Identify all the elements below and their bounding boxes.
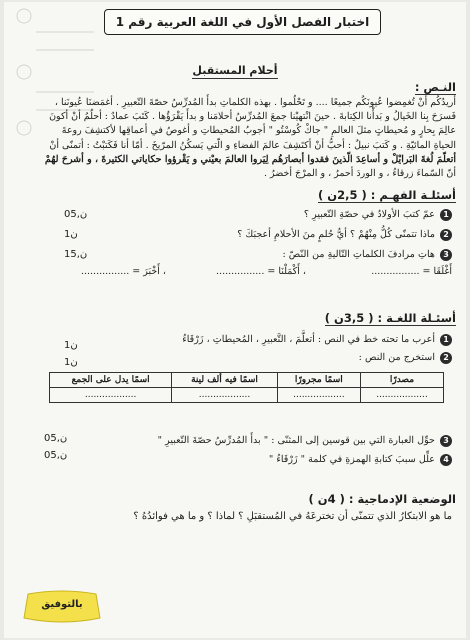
text-heading: النـص : (414, 80, 456, 94)
table-cell[interactable]: .................. (360, 388, 443, 403)
table-cell[interactable]: .................. (172, 388, 278, 403)
language-question-2: 2استخرج من النص : (122, 352, 452, 364)
table-cell[interactable]: .................. (277, 388, 360, 403)
synonym-2[interactable]: ، أَكْمَلْنَا = ................ (216, 266, 306, 277)
text-line: أنّ السّماءَ زرقاءُ ، و الوردَ أحمرُ ، و المرْجَ أخضرُ . (264, 168, 456, 180)
mark-q1: 0ن,5 (64, 209, 88, 220)
table-header: اسمًا مجرورًا (277, 373, 360, 388)
extraction-table (49, 372, 444, 403)
language-heading: أسئـلة اللغـة : ( 3,5ن ) (324, 311, 456, 325)
table-header: اسمًا يدل على الجمع (50, 373, 172, 388)
mark-lq2: 1ن (64, 357, 78, 368)
mark-lq3: 0ن,5 (44, 433, 68, 444)
question-3: 3هاتِ مرادفَ الكلماتِ التّاليةِ من النّصّ : (122, 249, 452, 261)
exam-sheet (4, 2, 466, 638)
mark-lq1: 1ن (64, 340, 78, 351)
integration-question: ما هو الابتكارُ الذي تتمنّى أن تخترعَهُ في المُستقبَلِ ؟ لماذا ؟ و ما هي فوائدُهُ ؟ (133, 511, 452, 522)
text-line: أتعلّمَ لُغةَ البَرايْلْ و أساعِدَ الّذينَ فقدوا أبصارَهُم لِيَروا العالمَ بعيْني و يَقْرؤوا حكاياتي الكثيرةَ ، و أشرحَ لهُمْ (44, 153, 456, 165)
text-line: عالِمَ بِحارٍ و مُحيطاتٍ مثلَ العالمِ " جاكْ كُوسْتُو " أجوبُ المُحيطاتِ و أغوصُ في أعماقِها لأكتشِفَ روعةَ (61, 125, 456, 137)
synonym-1[interactable]: أَغْلَقَا = ................ (371, 266, 452, 277)
language-question-3: 3حوِّل العبارة التي بين قوسين إلى المثنّى : " بدأَ المُدرِّسُ حصّةَ التّعبيرِ " (32, 435, 452, 447)
synonym-3[interactable]: ، أَخْبَرَ = ................ (80, 266, 166, 277)
good-luck-label: بالتوفيق (41, 599, 83, 610)
exam-title: اختبار الفصل الأول في اللغة العربية رقم 1 (104, 9, 381, 35)
question-2: 2ماذا تتمنّى كُلُّ مِنْهُمْ ؟ أيُّ حُلمٍ منَ الأحلامِ أعجبَكَ ؟ (122, 229, 452, 241)
text-title: أحلام المستقبل (192, 64, 278, 77)
integration-heading: الوضعية الإدماجية : ( 4ن ) (308, 492, 456, 506)
text-line: فَسرَحَ بِنا الخَيالُ و بَدأْنا الكِتابةَ . حينَ انْتهيْنا جمعَ المُدرِّسُ أحلامَنا و بدأَ يَقْرَؤُها . كَتَبَ عمادٌ : أحلُمُ أنْ أكونَ (49, 111, 456, 123)
reading-text (11, 96, 456, 181)
table-header: مصدرًا (360, 373, 443, 388)
comprehension-heading: أسئلـة الفهـم : ( 2,5ن ) (318, 188, 456, 202)
question-1: 1عمّ كتبَ الأولادُ في حصّةِ التّعبيرِ ؟ (122, 209, 452, 221)
text-line: الحياةِ المائيّةِ . و كَتبَ نبيلٌ : أحبُّ أنْ أكتَشِفَ عالمَ الفضاءِ و الّتي يَسكُنُ المرّيخَ . أمّا أنا فَكَتبْتُ : أتمنّى أنْ (49, 139, 456, 151)
language-question-1: 1أعرب ما تحته خط في النص : أتعلَّمَ ، التَّعبيرِ ، المُحيطاتِ ، زَرْقَاءُ (122, 334, 452, 346)
mark-q3: 1ن,5 (64, 249, 88, 260)
mark-q2: 1ن (64, 229, 78, 240)
language-question-4: 4علِّل سببَ كتابةِ الهمزةِ في كلمة " زَرْقَاءُ " (122, 454, 452, 466)
text-line: أريدُكُم أنْ تُغمِضوا عُيونَكُم جميعًا .... و تَحْلُموا . بهذه الكلماتِ بدأَ المُدرِّسُ حصّةَ التّعبيرِ . أغمَضنَا عُيونَنا ، (54, 97, 456, 108)
table-header: اسمًا فيه ألف لينة (172, 373, 278, 388)
table-cell[interactable]: .................. (50, 388, 172, 403)
mark-lq4: 0ن,5 (44, 450, 68, 461)
